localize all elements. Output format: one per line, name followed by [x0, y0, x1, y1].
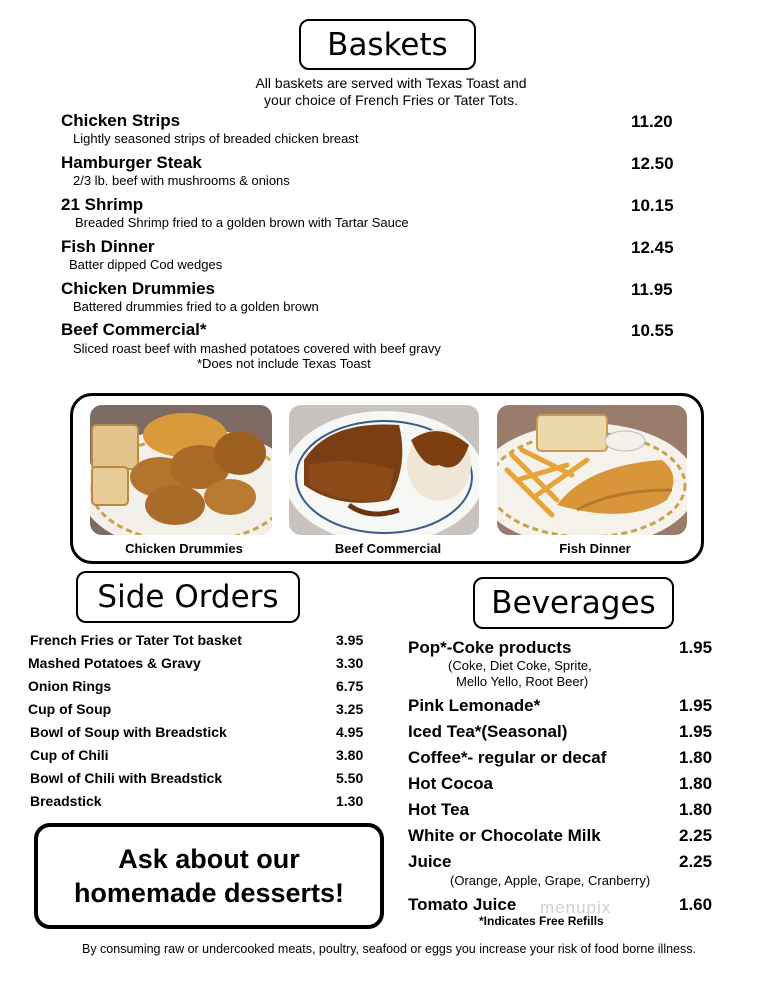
footer-disclaimer: By consuming raw or undercooked meats, poultry, seafood or eggs you increase your risk of food borne illness.: [82, 942, 696, 956]
dessert-callout: [34, 823, 384, 929]
photo-caption: Chicken Drummies: [125, 541, 243, 556]
photo-caption: Beef Commercial: [334, 541, 442, 556]
side-item-name: Mashed Potatoes & Gravy: [28, 655, 201, 671]
side-item-price: 6.75: [336, 678, 364, 694]
watermark: menupix: [540, 898, 612, 917]
beverage-name: White or Chocolate Milk: [408, 826, 601, 845]
beef-commercial-image: [289, 405, 479, 535]
side-item-price: 5.50: [336, 770, 364, 786]
basket-item-price: 12.50: [631, 154, 674, 173]
beverage-name: Hot Cocoa: [408, 774, 493, 793]
dessert-line2: homemade desserts!: [73, 878, 345, 908]
baskets-intro: [0, 75, 768, 109]
chicken-drummies-image: [90, 405, 272, 535]
beverage-price: 1.95: [679, 638, 713, 657]
side-item-price: 1.30: [336, 793, 364, 809]
basket-item-desc: Breaded Shrimp fried to a golden brown with Tartar Sauce: [75, 215, 409, 230]
side-item-name: French Fries or Tater Tot basket: [30, 632, 242, 648]
side-item-price: 4.95: [336, 724, 364, 740]
side-orders-title: [76, 571, 300, 623]
beverage-price: 1.95: [679, 696, 713, 715]
beverages-title: [473, 577, 674, 629]
beverage-sub: Mello Yello, Root Beer): [456, 674, 589, 689]
beverage-price: 1.80: [679, 748, 713, 767]
beverage-price: 1.80: [679, 800, 713, 819]
side-item-name: Breadstick: [30, 793, 102, 809]
side-item-name: Bowl of Chili with Breadstick: [30, 770, 223, 786]
basket-item-price: 10.15: [631, 196, 674, 215]
side-item-price: 3.30: [336, 655, 364, 671]
fish-dinner-image: [497, 405, 687, 535]
photo-beef-commercial: [289, 405, 479, 535]
basket-item-name: Hamburger Steak: [61, 153, 202, 172]
beverage-name: Pink Lemonade*: [408, 696, 541, 715]
beverage-price: 1.80: [679, 774, 713, 793]
beverage-name: Tomato Juice: [408, 895, 517, 914]
baskets-title-text: Baskets: [327, 26, 448, 63]
beverage-name: Juice: [408, 852, 452, 871]
basket-item-price: 11.95: [631, 280, 673, 299]
beverage-sub: (Orange, Apple, Grape, Cranberry): [450, 873, 651, 888]
photo-fish-dinner: [497, 405, 687, 535]
basket-item-name: Chicken Strips: [61, 111, 181, 130]
basket-note: *Does not include Texas Toast: [197, 356, 371, 371]
basket-item-name: Chicken Drummies: [61, 279, 215, 298]
side-item-price: 3.80: [336, 747, 364, 763]
beverage-sub: (Coke, Diet Coke, Sprite,: [448, 658, 592, 673]
baskets-intro-line1: All baskets are served with Texas Toast and: [255, 75, 527, 91]
beverage-name: Coffee*- regular or decaf: [408, 748, 607, 767]
basket-item-price: 11.20: [631, 112, 673, 131]
basket-item-name: Beef Commercial*: [61, 320, 207, 339]
baskets-title: [299, 19, 476, 70]
beverage-price: 1.60: [679, 895, 713, 914]
basket-item-desc: 2/3 lb. beef with mushrooms & onions: [73, 173, 290, 188]
side-orders-title-text: Side Orders: [97, 579, 279, 615]
photo-chicken-drummies: [90, 405, 272, 535]
side-item-name: Bowl of Soup with Breadstick: [30, 724, 227, 740]
basket-item-name: 21 Shrimp: [61, 195, 144, 214]
free-refills-note: *Indicates Free Refills: [479, 914, 604, 928]
beverages-title-text: Beverages: [491, 585, 656, 621]
beverage-price: 2.25: [679, 826, 713, 845]
beverage-price: 1.95: [679, 722, 713, 741]
side-item-price: 3.25: [336, 701, 364, 717]
basket-item-desc: Sliced roast beef with mashed potatoes covered with beef gravy: [73, 341, 441, 356]
basket-item-desc: Battered drummies fried to a golden brown: [73, 299, 319, 314]
side-item-name: Cup of Soup: [28, 701, 112, 717]
dessert-line1: Ask about our: [118, 844, 300, 874]
basket-item-name: Fish Dinner: [61, 237, 155, 256]
basket-item-price: 12.45: [631, 238, 674, 257]
baskets-intro-line2: your choice of French Fries or Tater Tots.: [264, 92, 518, 108]
side-item-name: Cup of Chili: [30, 747, 109, 763]
beverage-name: Pop*-Coke products: [408, 638, 572, 657]
basket-item-desc: Lightly seasoned strips of breaded chicken breast: [73, 131, 359, 146]
beverage-name: Iced Tea*(Seasonal): [408, 722, 568, 741]
side-item-price: 3.95: [336, 632, 364, 648]
basket-item-price: 10.55: [631, 321, 674, 340]
side-item-name: Onion Rings: [28, 678, 112, 694]
beverage-name: Hot Tea: [408, 800, 470, 819]
photo-caption: Fish Dinner: [559, 541, 631, 556]
beverage-price: 2.25: [679, 852, 713, 871]
basket-item-desc: Batter dipped Cod wedges: [69, 257, 223, 272]
